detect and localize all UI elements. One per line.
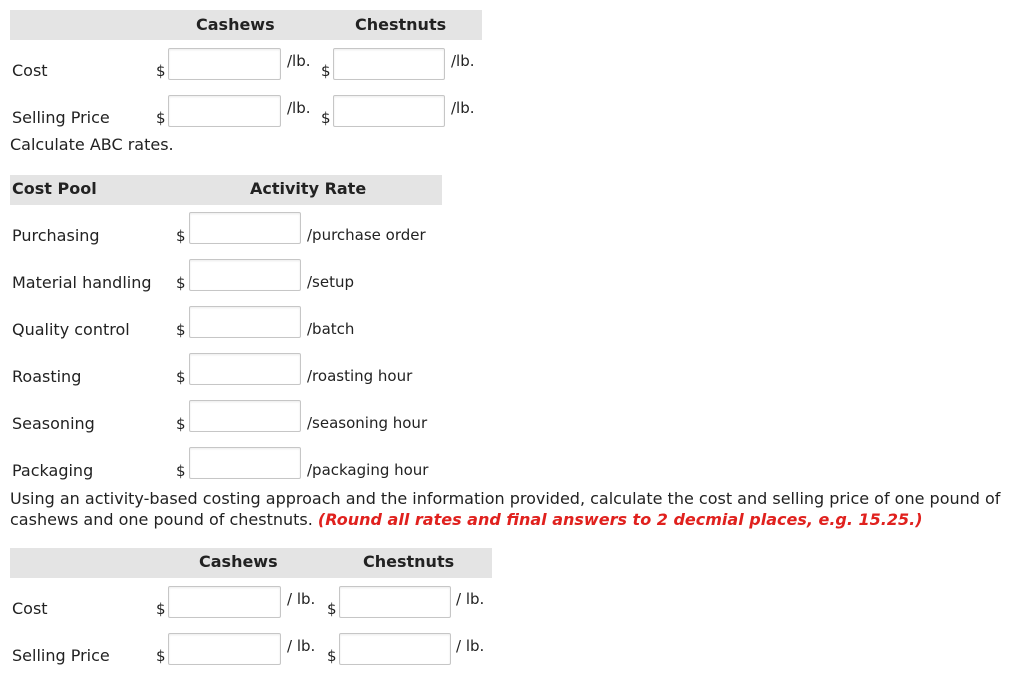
table1-row-selling-price-label: Selling Price	[12, 108, 110, 127]
table3-selling-cashews-currency: $	[156, 647, 166, 665]
table2-material-handling-input[interactable]	[189, 259, 301, 291]
table2-row-quality-control-label: Quality control	[12, 320, 130, 339]
table3-col-chestnuts: Chestnuts	[363, 552, 455, 571]
table2-col-activity-rate: Activity Rate	[250, 179, 367, 198]
table2-seasoning-unit: /seasoning hour	[307, 414, 428, 432]
table2-quality-control-currency: $	[176, 321, 186, 339]
table2-row-material-handling-label: Material handling	[12, 273, 152, 292]
table2-row-packaging-label: Packaging	[12, 461, 94, 480]
instructions-paragraph	[10, 488, 1015, 530]
table2-quality-control-input[interactable]	[189, 306, 301, 338]
table1-selling-cashews-unit: /lb.	[287, 99, 311, 117]
table3-selling-cashews-unit: / lb.	[287, 637, 316, 655]
table3-selling-chestnuts-input[interactable]	[339, 633, 451, 665]
table2-material-handling-unit: /setup	[307, 273, 355, 291]
table2-material-handling-currency: $	[176, 274, 186, 292]
table3-cost-chestnuts-input[interactable]	[339, 586, 451, 618]
table1-cost-chestnuts-currency: $	[321, 62, 331, 80]
table3-cost-cashews-input[interactable]	[168, 586, 281, 618]
table2-row-seasoning-label: Seasoning	[12, 414, 95, 433]
table3-cost-chestnuts-currency: $	[327, 600, 337, 618]
table2-roasting-unit: /roasting hour	[307, 367, 413, 385]
table1-col-cashews: Cashews	[196, 15, 275, 34]
table2-row-purchasing-label: Purchasing	[12, 226, 100, 245]
table3-selling-chestnuts-currency: $	[327, 647, 337, 665]
table1-selling-chestnuts-input[interactable]	[333, 95, 445, 127]
table3-cost-cashews-unit: / lb.	[287, 590, 316, 608]
table2-purchasing-input[interactable]	[189, 212, 301, 244]
table2-row-roasting-label: Roasting	[12, 367, 82, 386]
table2-quality-control-unit: /batch	[307, 320, 355, 338]
table1-cost-chestnuts-input[interactable]	[333, 48, 445, 80]
table1-col-chestnuts: Chestnuts	[355, 15, 447, 34]
table1-cost-chestnuts-unit: /lb.	[451, 52, 475, 70]
table2-seasoning-currency: $	[176, 415, 186, 433]
table1-cost-cashews-unit: /lb.	[287, 52, 311, 70]
table2-roasting-currency: $	[176, 368, 186, 386]
table3-cost-cashews-currency: $	[156, 600, 166, 618]
table2-purchasing-unit: /purchase order	[307, 226, 426, 244]
table3-row-cost-label: Cost	[12, 599, 48, 618]
table1-selling-cashews-currency: $	[156, 109, 166, 127]
table3-selling-cashews-input[interactable]	[168, 633, 281, 665]
table1-selling-chestnuts-currency: $	[321, 109, 331, 127]
rounding-note: (Round all rates and final answers to 2 decmial places, e.g. 15.25.)	[317, 510, 923, 529]
table3-cost-chestnuts-unit: / lb.	[456, 590, 485, 608]
table2-packaging-input[interactable]	[189, 447, 301, 479]
table2-seasoning-input[interactable]	[189, 400, 301, 432]
table1-cost-cashews-input[interactable]	[168, 48, 281, 80]
table2-purchasing-currency: $	[176, 227, 186, 245]
table3-selling-chestnuts-unit: / lb.	[456, 637, 485, 655]
calc-prompt: Calculate ABC rates.	[10, 135, 174, 154]
table3-row-selling-price-label: Selling Price	[12, 646, 110, 665]
table2-packaging-unit: /packaging hour	[307, 461, 429, 479]
table1-selling-chestnuts-unit: /lb.	[451, 99, 475, 117]
table3-col-cashews: Cashews	[199, 552, 278, 571]
instructions-text: Using an activity-based costing approach and the information provided, calculate the cost and selling price of one pound of cashews and one pound of chestnuts.	[10, 489, 1001, 529]
table2-roasting-input[interactable]	[189, 353, 301, 385]
table1-row-cost-label: Cost	[12, 61, 48, 80]
table2-col-cost-pool: Cost Pool	[12, 179, 97, 198]
table2-packaging-currency: $	[176, 462, 186, 480]
table1-selling-cashews-input[interactable]	[168, 95, 281, 127]
table1-cost-cashews-currency: $	[156, 62, 166, 80]
